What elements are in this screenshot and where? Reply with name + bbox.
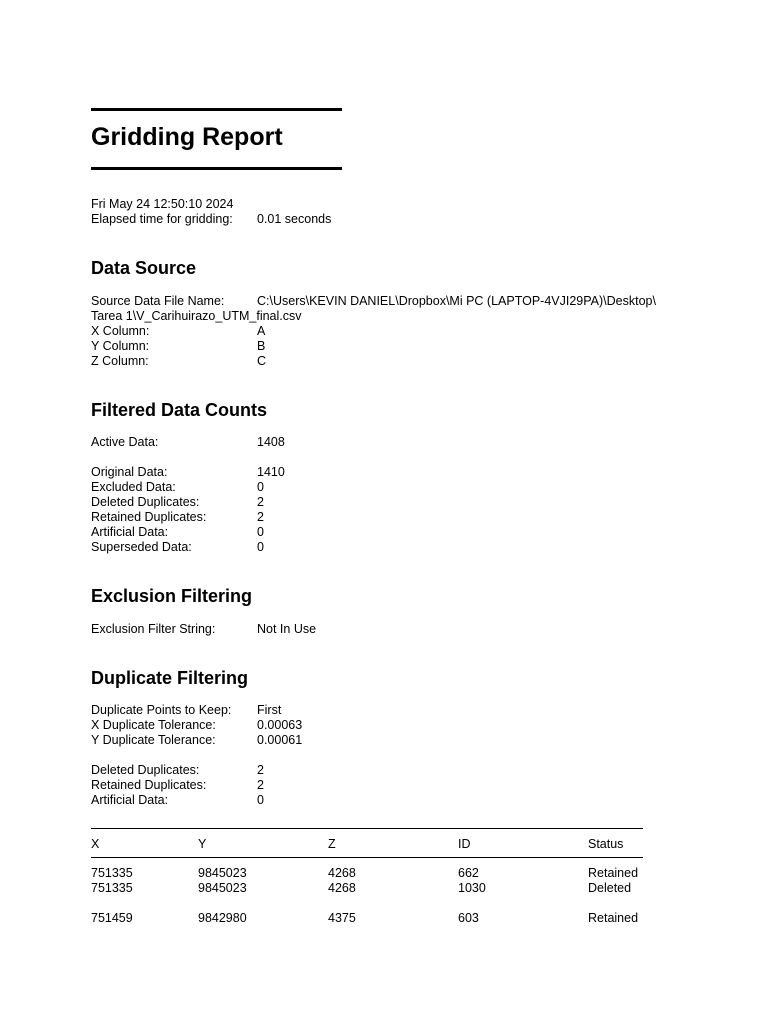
cell-z: 4268 xyxy=(328,866,356,880)
x-column-label: X Column: xyxy=(91,324,150,338)
cell-z: 4375 xyxy=(328,911,356,925)
col-header-status: Status xyxy=(588,837,624,851)
col-header-z: Z xyxy=(328,837,336,851)
keep-label: Duplicate Points to Keep: xyxy=(91,703,232,717)
report-date-text: Fri May 24 12:50:10 2024 xyxy=(91,197,234,211)
table-header-rule xyxy=(91,857,643,858)
dup-retained-label: Retained Duplicates: xyxy=(91,778,207,792)
exclusion-heading: Exclusion Filtering xyxy=(91,586,253,606)
exclusion-filter-value: Not In Use xyxy=(257,622,317,636)
artificial-data-label: Artificial Data: xyxy=(91,525,169,539)
source-file-continuation: Tarea 1\V_Carihuirazo_UTM_final.csv xyxy=(91,309,302,323)
col-header-y: Y xyxy=(198,837,207,851)
active-data-value: 1408 xyxy=(257,435,285,449)
x-tolerance-label: X Duplicate Tolerance: xyxy=(91,718,216,732)
z-column-value: C xyxy=(257,354,267,368)
original-data-value: 1410 xyxy=(257,465,285,479)
page-title: Gridding Report xyxy=(91,123,283,151)
title-top-rule xyxy=(91,108,342,111)
cell-id: 1030 xyxy=(458,881,486,895)
cell-status: Retained xyxy=(588,866,639,880)
col-header-x: X xyxy=(91,837,100,851)
source-file-label: Source Data File Name: xyxy=(91,294,225,308)
deleted-duplicates-value: 2 xyxy=(257,495,264,509)
retained-duplicates-label: Retained Duplicates: xyxy=(91,510,207,524)
artificial-data-value: 0 xyxy=(257,525,264,539)
cell-status: Deleted xyxy=(588,881,632,895)
y-tolerance-label: Y Duplicate Tolerance: xyxy=(91,733,216,747)
x-column-value: A xyxy=(257,324,266,338)
y-column-label: Y Column: xyxy=(91,339,150,353)
cell-z: 4268 xyxy=(328,881,356,895)
elapsed-label: Elapsed time for gridding: xyxy=(91,212,233,226)
table-top-rule xyxy=(91,828,643,829)
y-tolerance-value: 0.00061 xyxy=(257,733,303,747)
cell-x: 751335 xyxy=(91,881,133,895)
col-header-id: ID xyxy=(458,837,471,851)
excluded-data-label: Excluded Data: xyxy=(91,480,176,494)
x-tolerance-value: 0.00063 xyxy=(257,718,303,732)
data-source-heading: Data Source xyxy=(91,258,197,278)
dup-artificial-value: 0 xyxy=(257,793,264,807)
superseded-data-label: Superseded Data: xyxy=(91,540,192,554)
source-file-value: C:\Users\KEVIN DANIEL\Dropbox\Mi PC (LAPTOP-4VJI29PA)\Desktop\ xyxy=(257,294,656,308)
elapsed-value: 0.01 seconds xyxy=(257,212,332,226)
dup-deleted-value: 2 xyxy=(257,763,264,777)
dup-retained-value: 2 xyxy=(257,778,264,792)
cell-y: 9845023 xyxy=(198,881,247,895)
title-bottom-rule xyxy=(91,167,342,170)
cell-x: 751335 xyxy=(91,866,133,880)
keep-value: First xyxy=(257,703,282,717)
cell-id: 603 xyxy=(458,911,479,925)
retained-duplicates-value: 2 xyxy=(257,510,264,524)
excluded-data-value: 0 xyxy=(257,480,264,494)
duplicate-heading: Duplicate Filtering xyxy=(91,668,249,688)
y-column-value: B xyxy=(257,339,266,353)
dup-deleted-label: Deleted Duplicates: xyxy=(91,763,200,777)
filtered-counts-heading: Filtered Data Counts xyxy=(91,400,268,420)
cell-id: 662 xyxy=(458,866,479,880)
superseded-data-value: 0 xyxy=(257,540,264,554)
cell-status: Retained xyxy=(588,911,639,925)
deleted-duplicates-label: Deleted Duplicates: xyxy=(91,495,200,509)
active-data-label: Active Data: xyxy=(91,435,159,449)
exclusion-filter-label: Exclusion Filter String: xyxy=(91,622,216,636)
original-data-label: Original Data: xyxy=(91,465,168,479)
cell-y: 9845023 xyxy=(198,866,247,880)
cell-y: 9842980 xyxy=(198,911,247,925)
z-column-label: Z Column: xyxy=(91,354,149,368)
cell-x: 751459 xyxy=(91,911,133,925)
dup-artificial-label: Artificial Data: xyxy=(91,793,169,807)
